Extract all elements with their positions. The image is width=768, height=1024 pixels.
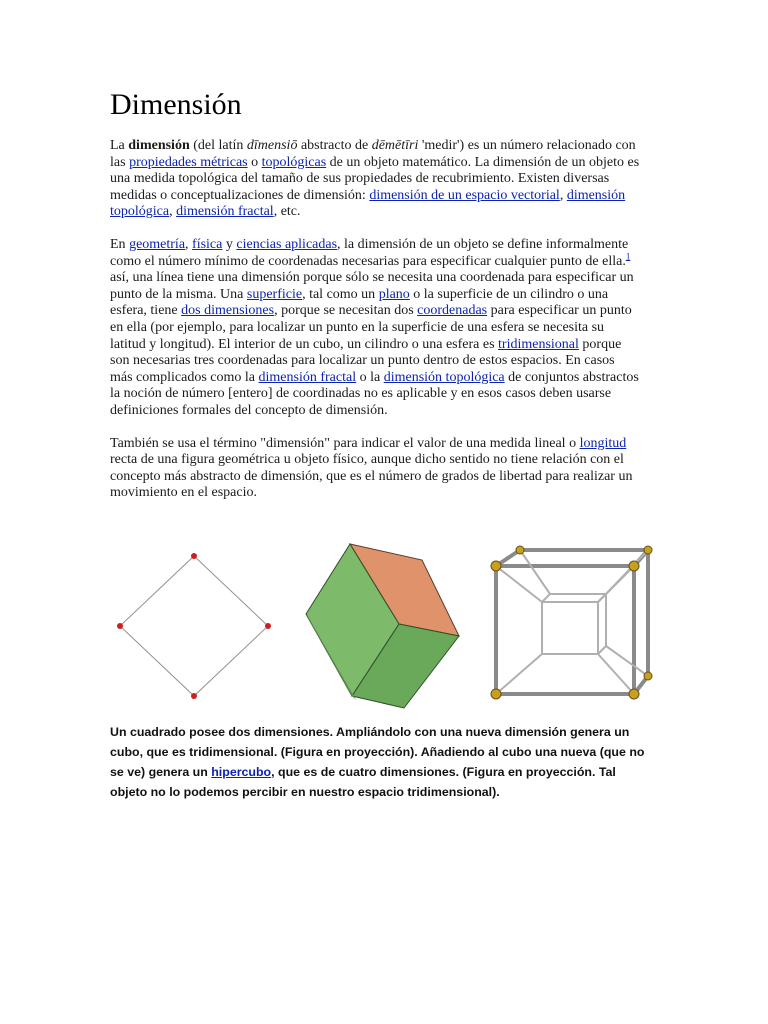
text: , tal como un	[302, 286, 379, 302]
vertex-dot	[191, 693, 197, 699]
latin-term: dēmētīri	[371, 138, 419, 153]
text: También se usa el término "dimensión" para indicar el valor de una medida lineal o	[110, 435, 580, 451]
joint-dot	[491, 561, 501, 571]
tesseract-figure	[486, 540, 660, 710]
figure-row	[110, 540, 660, 710]
joint-dot	[644, 546, 652, 554]
link-dimension-fractal[interactable]: dimensión fractal	[176, 204, 274, 220]
vertex-dot	[117, 623, 123, 629]
text: abstracto de	[297, 138, 372, 153]
cube-figure	[304, 540, 466, 710]
text: , etc.	[273, 204, 301, 220]
text: o	[247, 154, 262, 170]
link-propiedades-metricas[interactable]: propiedades métricas	[129, 154, 248, 170]
text: de conjuntos abstractos la noción de número [entero] de coordinadas no es aplicable y en esos casos deben usarse definiciones formales del concepto de dimensión.	[110, 369, 639, 418]
text: Un cuadrado posee dos dimensiones. Ampliándolo con una nueva dimensión genera un cubo, que es tridimensional. (Figura en proyección). Añadiendo al cubo una nueva (que no se ve) genera un	[110, 725, 645, 779]
link-coordenadas[interactable]: coordenadas	[417, 303, 488, 319]
joint-dot	[491, 689, 501, 699]
text: (del latín	[189, 138, 247, 153]
link-superficie[interactable]: superficie	[246, 286, 303, 302]
link-ciencias-aplicadas[interactable]: ciencias aplicadas	[236, 236, 338, 252]
text: , la dimensión de un objeto se define informalmente como el número mínimo de coordenadas necesarias para especificar cualquier punto de ella.	[110, 236, 629, 269]
text: 'medir') es un número relacionado con las	[110, 138, 636, 170]
joint-dot	[644, 672, 652, 680]
text: de un objeto matemático. La dimensión de un objeto es una medida topológica del tamaño de sus propiedades de recubrimiento. Existen diversas medidas o conceptualizaciones de dimensión:	[110, 154, 640, 203]
vertex-dot	[191, 553, 197, 559]
link-topologicas[interactable]: topológicas	[261, 154, 327, 170]
link-geometria[interactable]: geometría	[129, 236, 186, 252]
link-dimension-topologica[interactable]: dimensión topológica	[110, 187, 626, 220]
figure-caption	[110, 722, 650, 802]
text: para especificar un punto en ella (por ejemplo, para localizar un punto en la superficie de una esfera se necesita su latitud y longitud). El interior de un cubo, un cilindro o una esfera es	[110, 303, 632, 352]
paragraph-intro	[110, 138, 640, 221]
text: o la	[356, 369, 384, 385]
paragraph-definition	[110, 237, 640, 420]
text: , que es de cuatro dimensiones. (Figura en proyección. Tal objeto no lo podemos percibir en nuestro espacio tridimensional).	[110, 765, 616, 799]
link-hipercubo[interactable]: hipercubo	[211, 765, 272, 779]
page-title: Dimensión	[110, 88, 242, 121]
joint-dot	[629, 561, 639, 571]
link-tridimensional[interactable]: tridimensional	[498, 336, 579, 352]
link-dimension-fractal-2[interactable]: dimensión fractal	[258, 369, 357, 385]
text: ,	[559, 187, 567, 203]
latin-term: dīmensiō	[246, 138, 298, 153]
text: y	[222, 236, 237, 252]
text: En	[110, 236, 130, 252]
square-figure	[110, 540, 286, 710]
text: , porque se necesitan dos	[274, 303, 418, 319]
link-fisica[interactable]: física	[192, 236, 223, 252]
link-plano[interactable]: plano	[378, 286, 410, 302]
link-dimension-espacio-vectorial[interactable]: dimensión de un espacio vectorial	[369, 187, 560, 203]
text: así, una línea tiene una dimensión porque sólo se necesita una coordenada para especificar un punto de la misma. Una	[110, 270, 634, 302]
text: ,	[169, 204, 177, 220]
vertex-dot	[265, 623, 271, 629]
link-dimension-topologica-2[interactable]: dimensión topológica	[383, 369, 505, 385]
text: o la superficie de un cilindro o una esfera, tiene	[110, 286, 609, 319]
paragraph-length	[110, 436, 640, 502]
text: porque son necesarias tres coordenadas para localizar un punto dentro de estos espacios. En casos más complicados como la	[110, 336, 622, 385]
link-dos-dimensiones[interactable]: dos dimensiones	[181, 303, 275, 319]
joint-dot	[516, 546, 524, 554]
text: recta de una figura geométrica u objeto físico, aunque dicho sentido no tiene relación con el concepto más abstracto de dimensión, que es el número de grados de libertad para realizar un movimiento en el espacio.	[110, 452, 633, 501]
term-bold: dimensión	[128, 138, 190, 153]
footnote-ref[interactable]: 1	[625, 250, 631, 261]
link-longitud[interactable]: longitud	[579, 435, 627, 451]
text: ,	[185, 236, 193, 252]
joint-dot	[629, 689, 639, 699]
text: La	[110, 138, 129, 153]
article	[110, 86, 640, 518]
